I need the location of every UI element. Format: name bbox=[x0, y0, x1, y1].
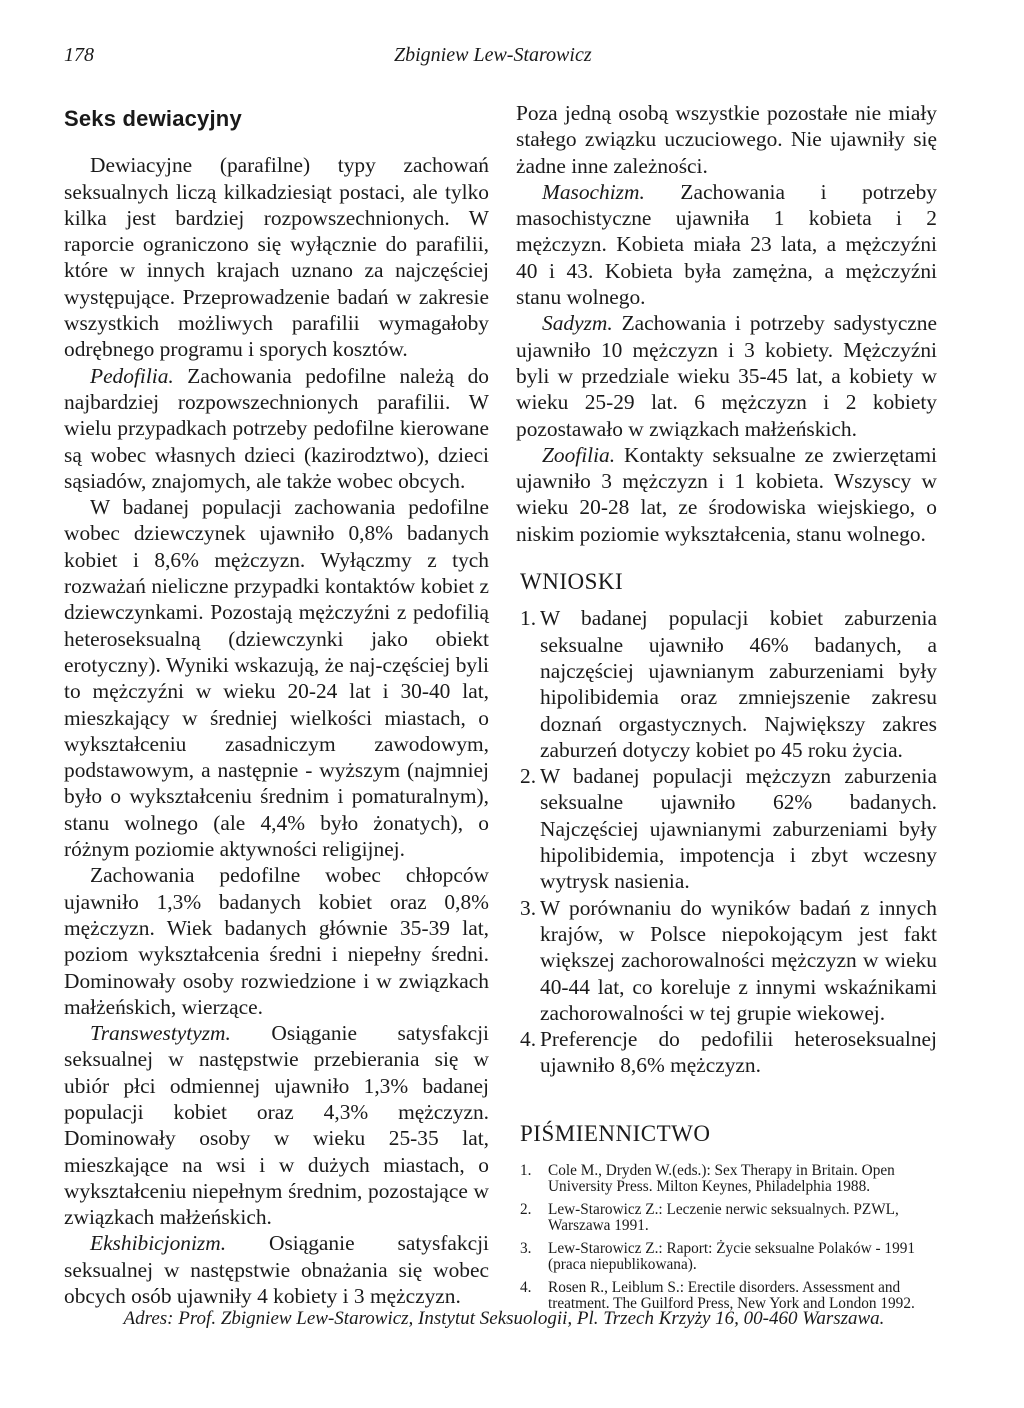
left-column bbox=[64, 100, 489, 1309]
conclusions-heading: WNIOSKI bbox=[520, 569, 624, 595]
term-masochizm: Masochizm. bbox=[542, 179, 645, 204]
conclusion-item bbox=[516, 763, 937, 894]
paragraph-ekshibicjonizm bbox=[64, 1230, 489, 1309]
term-sadyzm: Sadyzm. bbox=[542, 311, 613, 336]
reference-text: Lew-Starowicz Z.: Raport: Życie seksualne Polaków - 1991 (praca niepublikowana). bbox=[548, 1239, 916, 1274]
paragraph-pedofilia-girls: W badanej populacji zachowania pedofilne wobec dziewczynek ujawniło 0,8% badanych kobiet i 8,6% mężczyzn. Wyłączmy z tych rozważań nieliczne przypadki kontaktów kobiet z dziewczynkami. Pozostają mężczyźni z pedofilią heteroseksualną (dziewczynki jako obiekt erotyczny). Wyniki wskazują, że naj-częściej byli to mężczyźni w wieku 20-24 lat i 30-40 lat, mieszkający w średniej wielkości miastach, o wykształceniu zasadniczym zawodowym, podstawowym, a następnie - wyższym (najmniej było o wykształceniu średnim i pomaturalnym), stanu wolnego (ale 4,4% było żonatych), o różnym poziomie aktywności religijnej. bbox=[64, 495, 489, 862]
paragraph-masochizm bbox=[516, 179, 937, 310]
paragraph-pedofilia bbox=[64, 363, 489, 494]
term-zoofilia: Zoofilia. bbox=[542, 442, 616, 467]
conclusion-number: 4. bbox=[520, 1027, 537, 1052]
reference-number: 3. bbox=[520, 1239, 532, 1257]
reference-number: 1. bbox=[520, 1161, 532, 1179]
references-heading: PIŚMIENNICTWO bbox=[520, 1120, 711, 1146]
paragraph-intro: Dewiacyjne (parafilne) typy zachowań seksualnych liczą kilkadziesiąt postaci, ale tylko kilka jest bardziej rozpowszechnionych. W raporcie ograniczono się wyłącznie do parafilii, które w innych krajach uznano za najczęściej występujące. Przeprowadzenie badań w zakresie wszystkich możliwych parafilii wymagałoby odrębnego programu i sporych kosztów. bbox=[64, 153, 489, 362]
conclusions-list bbox=[516, 605, 937, 1078]
paragraph-continuation: Poza jedną osobą wszystkie pozostałe nie miały stałego związku uczuciowego. Nie ujawniły się żadne inne zależności. bbox=[516, 101, 937, 178]
term-pedofilia: Pedofilia. bbox=[90, 363, 174, 388]
section-title: Seks dewiacyjny bbox=[64, 106, 242, 131]
conclusion-text: W badanej populacji mężczyzn zaburzenia seksualne ujawniło 62% badanych. Najczęściej ujawnianymi zaburzeniami były hipolibidemia, impotencja i zbyt wczesny wytrysk nasienia. bbox=[540, 764, 937, 894]
conclusion-text: W porównaniu do wyników badań z innych krajów, w Polsce niepokojącym jest fakt większej zachorowalności mężczyzn w wieku 40-44 lat, co koreluje z innymi wskaźnikami zachorowalności w tej grupie wiekowej. bbox=[540, 895, 937, 1025]
page-number: 178 bbox=[64, 44, 94, 66]
conclusion-text: W badanej populacji kobiet zaburzenia seksualne ujawniło 46% badanych, a najczęściej ujawnianym zaburzeniami były hipolibidemia oraz zmniejszenie zakresu doznań orgastycznych. Największy zakres zaburzeń dotyczy kobiet po 45 roku życia. bbox=[540, 606, 937, 762]
right-column bbox=[516, 100, 937, 1319]
conclusion-number: 2. bbox=[520, 764, 537, 789]
term-transwestytyzm: Transwestytyzm. bbox=[90, 1021, 231, 1046]
paragraph-pedofilia-boys: Zachowania pedofilne wobec chłopców ujawniło 1,3% badanych kobiet oraz 0,8% mężczyzn. Wiek badanych głównie 35-39 lat, poziom wykształcenia średni i niepełny średni. Dominowały osoby rozwiedzione i w związkach małżeńskich, wierzące. bbox=[64, 863, 489, 1019]
conclusion-item bbox=[516, 895, 937, 1026]
text-transwestytyzm: Osiąganie satysfakcji seksualnej w następstwie przebierania się w ubiór płci odmiennej ujawniło 1,3% badanej populacji kobiet oraz 4,3% mężczyzn. Dominowały osoby w wieku 25-35 lat, mieszkające na wsi i w dużych miastach, o wykształceniu niepełnym średnim, pozostające w związkach małżeńskich. bbox=[64, 1021, 489, 1230]
reference-number: 4. bbox=[520, 1278, 532, 1296]
running-title: Zbigniew Lew-Starowicz bbox=[394, 44, 592, 66]
conclusion-item bbox=[516, 605, 937, 763]
conclusion-number: 1. bbox=[520, 606, 537, 631]
text-ekshibicjonizm: Osiąganie satysfakcji seksualnej w następstwie obnażania się wobec obcych osób ujawniły 4 kobiety i 3 mężczyzn. bbox=[64, 1231, 489, 1309]
text-zoofilia: Kontakty seksualne ze zwierzętami ujawniło 3 mężczyzn i 1 kobieta. Wszyscy w wieku 20-28 lat, ze środowiska wiejskiego, o niskim poziomie wykształcenia, stanu wolnego. bbox=[516, 442, 937, 546]
term-ekshibicjonizm: Ekshibicjonizm. bbox=[90, 1231, 227, 1256]
reference-text: Rosen R., Leiblum S.: Erectile disorders. Assessment and treatment. The Guilford Press, New York and London 1992. bbox=[548, 1278, 915, 1313]
reference-text: Lew-Starowicz Z.: Leczenie nerwic seksualnych. PZWL, Warszawa 1991. bbox=[548, 1200, 899, 1235]
conclusion-item bbox=[516, 1026, 937, 1079]
author-address: Adres: Prof. Zbigniew Lew-Starowicz, Instytut Seksuologii, Pl. Trzech Krzyży 16, 00-460 Warszawa. bbox=[123, 1308, 885, 1329]
reference-text: Cole M., Dryden W.(eds.): Sex Therapy in Britain. Open University Press. Milton Keynes, Philadelphia 1988. bbox=[548, 1161, 895, 1196]
conclusion-number: 3. bbox=[520, 895, 537, 920]
text-masochizm: Zachowania i potrzeby masochistyczne ujawniła 1 kobieta i 2 mężczyzn. Kobieta miała 23 lata, a mężczyźni 40 i 43. Kobieta była zamężna, a mężczyźni stanu wolnego. bbox=[516, 179, 937, 310]
paragraph-zoofilia bbox=[516, 442, 937, 547]
page-header bbox=[64, 44, 924, 74]
reference-item bbox=[516, 1202, 937, 1235]
paragraph-sadyzm bbox=[516, 310, 937, 441]
reference-item bbox=[516, 1241, 937, 1274]
references-list bbox=[516, 1163, 937, 1313]
text-pedofilia: Zachowania pedofilne należą do najbardziej rozpowszechnionych parafilii. W wielu przypadkach potrzeby pedofilne kierowane są wobec własnych dzieci (kazirodztwo), dzieci sąsiadów, znajomych, ale także wobec obcych. bbox=[64, 363, 489, 493]
reference-item bbox=[516, 1163, 937, 1196]
paragraph-transwestytyzm bbox=[64, 1020, 489, 1230]
text-sadyzm: Zachowania i potrzeby sadystyczne ujawniło 10 mężczyzn i 3 kobiety. Mężczyźni byli w przedziale wieku 35-45 lat, a kobiety w wieku 25-29 lat. 6 mężczyzn i 2 kobiety pozostawało w związkach małżeńskich. bbox=[516, 311, 937, 441]
reference-number: 2. bbox=[520, 1200, 532, 1218]
conclusion-text: Preferencje do pedofilii heteroseksualnej ujawniło 8,6% mężczyzn. bbox=[540, 1027, 937, 1078]
